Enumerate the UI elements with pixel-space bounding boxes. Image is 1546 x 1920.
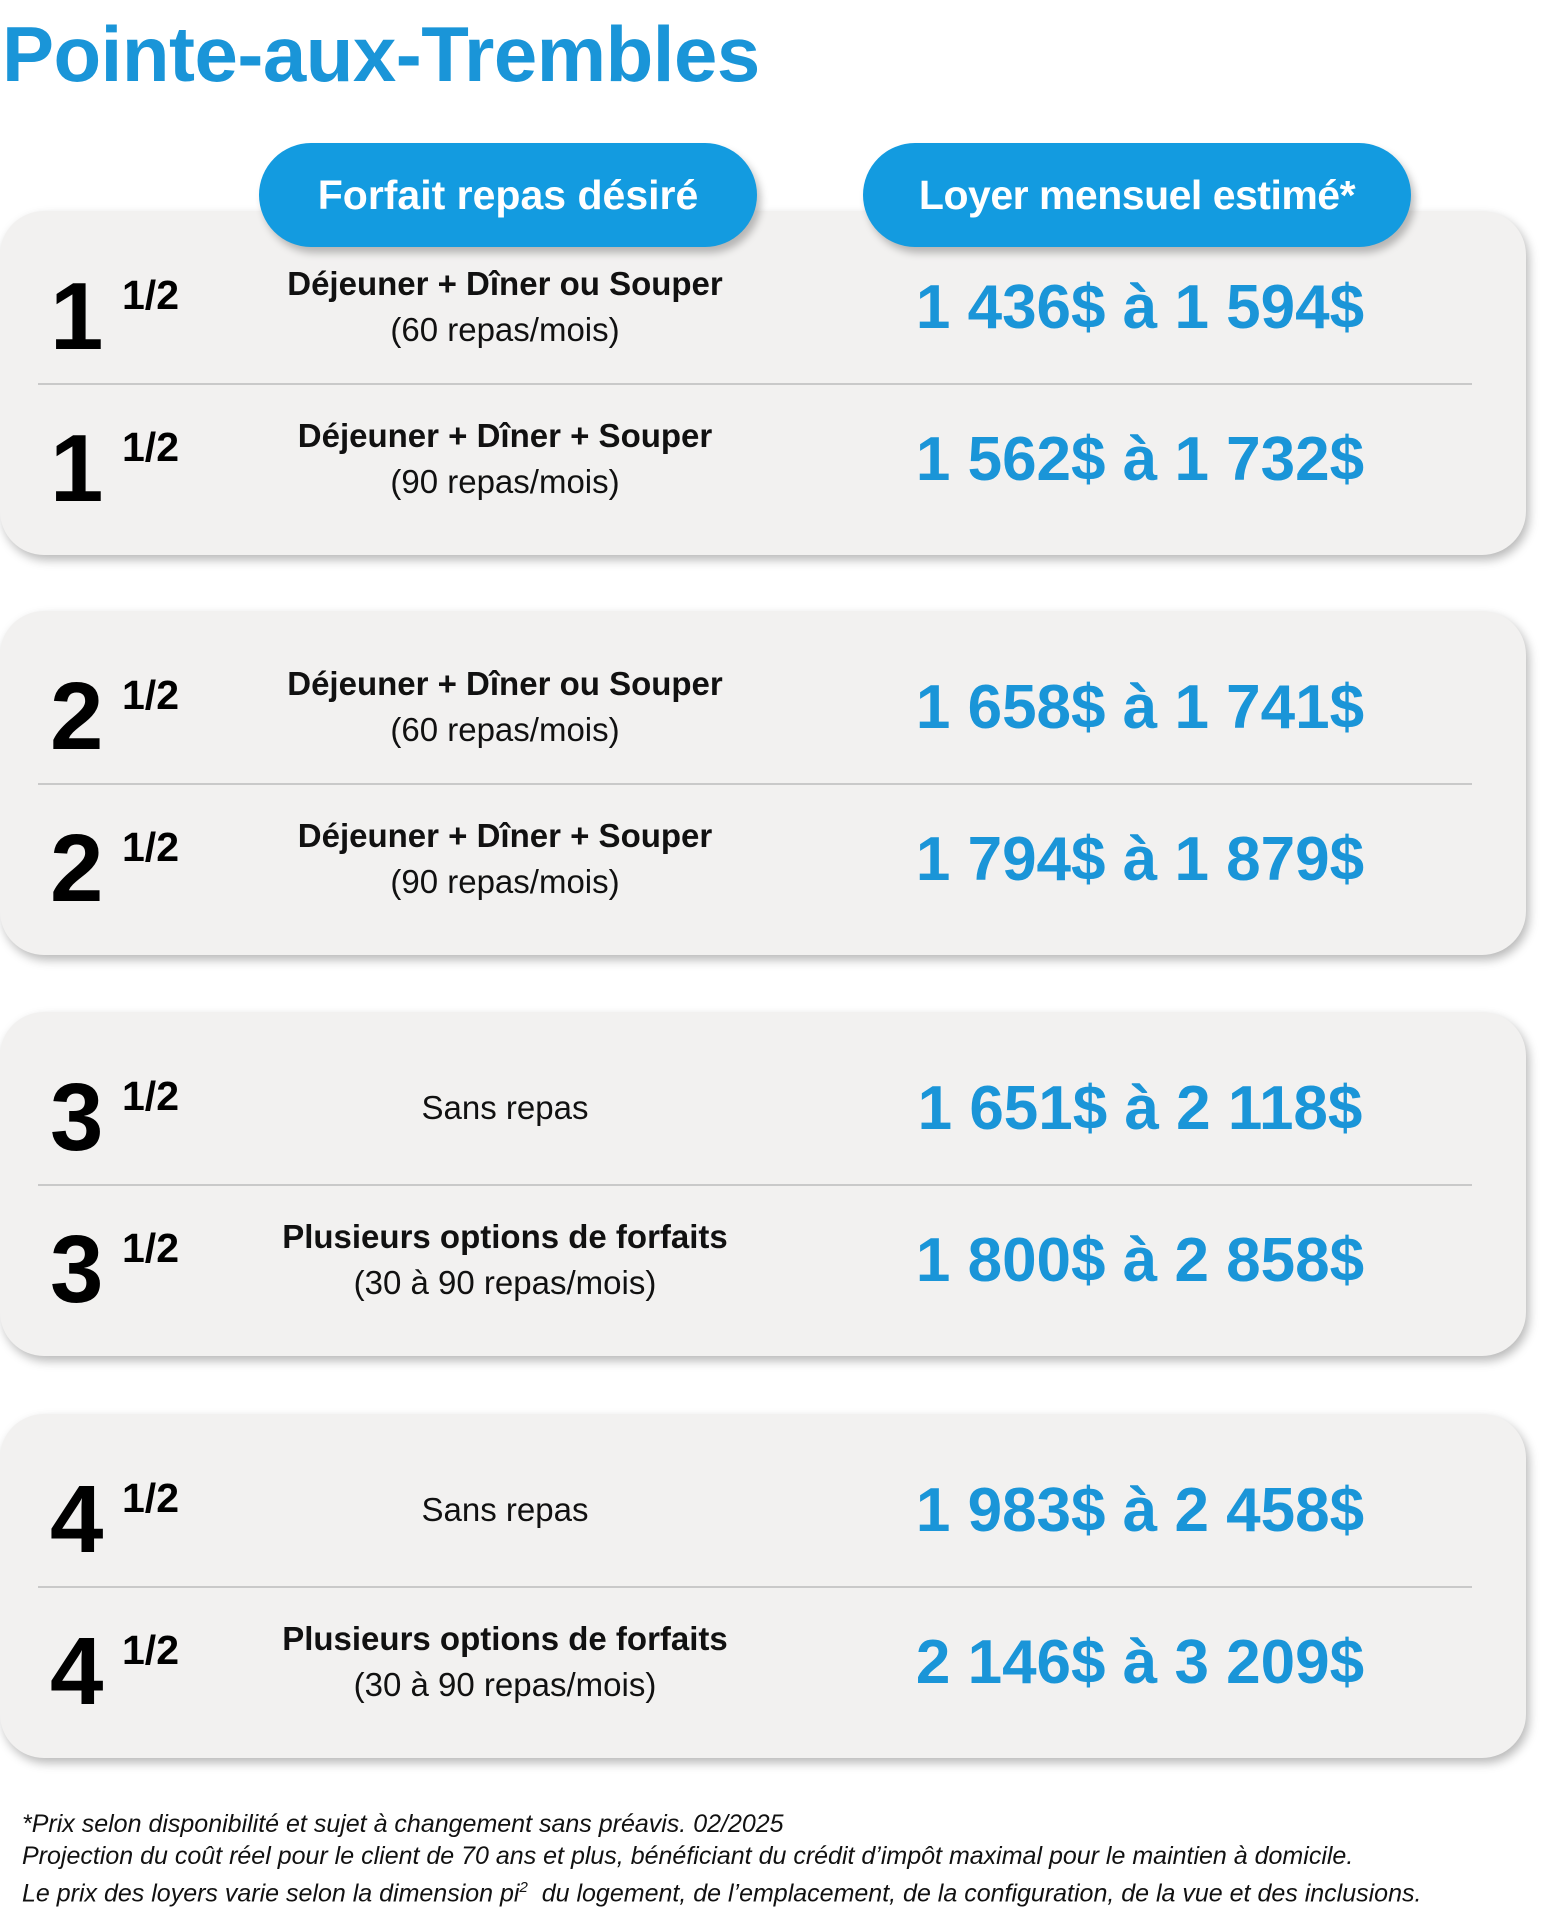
footnote-text: du logement, de l’emplacement, de la configuration, de la vue et des inclusions. xyxy=(527,1879,1422,1908)
unit-fraction: 1/2 xyxy=(122,1073,179,1119)
unit-fraction: 1/2 xyxy=(122,1225,179,1271)
monthly-rent-header: Loyer mensuel estimé* xyxy=(863,143,1411,247)
footnote-line xyxy=(22,1872,1421,1909)
rent-price: 1 651$ à 2 118$ xyxy=(917,1073,1363,1143)
table-row xyxy=(0,783,1526,935)
unit-size: 1 xyxy=(50,263,104,370)
unit-size: 3 xyxy=(50,1216,104,1323)
unit-fraction: 1/2 xyxy=(122,824,179,870)
meal-plan-cell xyxy=(220,1184,790,1336)
unit-fraction: 1/2 xyxy=(122,1627,179,1673)
unit-fraction: 1/2 xyxy=(122,672,179,718)
meal-plan-name: Plusieurs options de forfaits xyxy=(282,1218,728,1255)
meal-plan-name: Déjeuner + Dîner + Souper xyxy=(297,817,713,854)
rent-price: 1 794$ à 1 879$ xyxy=(915,824,1365,894)
footnotes xyxy=(22,1808,1421,1909)
rent-price: 2 146$ à 3 209$ xyxy=(915,1627,1365,1697)
meal-plan-detail: (60 repas/mois) xyxy=(390,311,620,348)
table-row xyxy=(0,383,1526,535)
table-row xyxy=(0,1586,1526,1738)
unit-size: 3 xyxy=(50,1064,104,1171)
table-row xyxy=(0,1032,1526,1184)
table-row xyxy=(0,231,1526,383)
meal-plan-name: Déjeuner + Dîner + Souper xyxy=(297,417,713,454)
unit-group-4 xyxy=(0,1414,1526,1758)
meal-plan-detail: (30 à 90 repas/mois) xyxy=(353,1264,657,1301)
footnote-line: Projection du coût réel pour le client de 70 ans et plus, bénéficiant du crédit d’impôt maximal pour le maintien à domicile. xyxy=(22,1842,1354,1870)
unit-fraction: 1/2 xyxy=(122,1475,179,1521)
meal-plan-cell xyxy=(220,631,790,783)
meal-plan-name: Sans repas xyxy=(421,1089,589,1126)
unit-size: 2 xyxy=(50,663,104,770)
meal-plan-name: Sans repas xyxy=(421,1491,589,1528)
meal-plan-detail: (90 repas/mois) xyxy=(390,463,620,500)
meal-plan-name: Plusieurs options de forfaits xyxy=(282,1620,728,1657)
table-row xyxy=(0,1434,1526,1586)
meal-plan-name: Déjeuner + Dîner ou Souper xyxy=(287,265,723,302)
meal-plan-detail: (90 repas/mois) xyxy=(390,863,620,900)
meal-plan-detail: (60 repas/mois) xyxy=(390,711,620,748)
unit-fraction: 1/2 xyxy=(122,272,179,318)
footnote-superscript: 2 xyxy=(519,1879,528,1896)
unit-group-2 xyxy=(0,611,1526,955)
rent-price: 1 436$ à 1 594$ xyxy=(915,272,1365,342)
rent-price: 1 800$ à 2 858$ xyxy=(915,1225,1365,1295)
footnote-line: *Prix selon disponibilité et sujet à changement sans préavis. 02/2025 xyxy=(22,1810,784,1838)
unit-size: 1 xyxy=(50,415,104,522)
table-row xyxy=(0,631,1526,783)
page-title: Pointe-aux-Trembles xyxy=(2,10,760,98)
rent-price: 1 658$ à 1 741$ xyxy=(915,672,1365,742)
meal-plan-cell xyxy=(220,383,790,535)
unit-size: 4 xyxy=(50,1618,104,1725)
footnote-text: Le prix des loyers varie selon la dimension pi xyxy=(22,1879,520,1908)
unit-fraction: 1/2 xyxy=(122,424,179,470)
unit-size: 4 xyxy=(50,1466,104,1573)
meal-plan-cell xyxy=(220,1434,790,1586)
unit-size: 2 xyxy=(50,815,104,922)
table-row xyxy=(0,1184,1526,1336)
meal-plan-cell xyxy=(220,1586,790,1738)
rent-price: 1 983$ à 2 458$ xyxy=(915,1475,1365,1545)
rent-price: 1 562$ à 1 732$ xyxy=(915,424,1365,494)
meal-plan-header: Forfait repas désiré xyxy=(259,143,757,247)
meal-plan-detail: (30 à 90 repas/mois) xyxy=(353,1666,657,1703)
meal-plan-name: Déjeuner + Dîner ou Souper xyxy=(287,665,723,702)
unit-group-1 xyxy=(0,211,1526,555)
unit-group-3 xyxy=(0,1012,1526,1356)
meal-plan-cell xyxy=(220,1032,790,1184)
meal-plan-cell xyxy=(220,231,790,383)
meal-plan-cell xyxy=(220,783,790,935)
